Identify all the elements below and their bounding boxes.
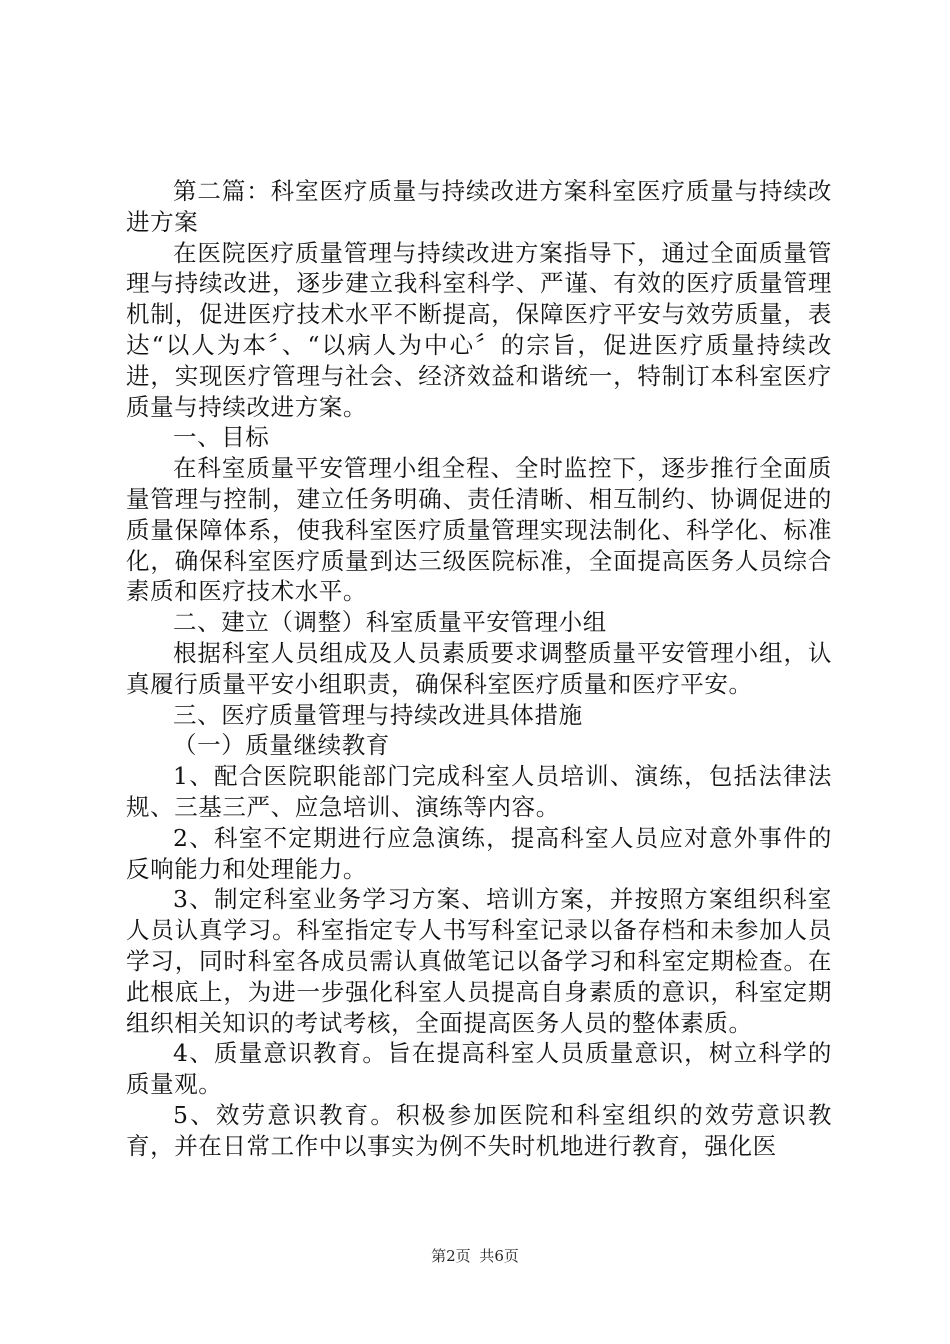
list-item: 4、质量意识教育。旨在提高科室人员质量意识，树立科学的质量观。 [126, 1039, 832, 1099]
page-total: 共6页 [479, 1247, 519, 1265]
paragraph-title: 第二篇：科室医疗质量与持续改进方案科室医疗质量与持续改进方案 [126, 177, 832, 236]
paragraph: 在医院医疗质量管理与持续改进方案指导下，通过全面质量管理与持续改进，逐步建立我科室科学、严谨、有效的医疗质量管理机制，促进医疗技术水平不断提高，保障医疗平安与效劳质量，表达“以人为本〞、“以病人为中心〞的宗旨，促进医疗质量持续改进，实现医疗管理与社会、经济效益和谐统一，特制订本科室医疗质量与持续改进方案。 [126, 238, 832, 421]
list-item: 3、制定科室业务学习方案、培训方案，并按照方案组织科室人员认真学习。科室指定专人书写科室记录以备存档和未参加人员学习，同时科室各成员需认真做笔记以备学习和科室定期检查。在此根底上，为进一步强化科室人员提高自身素质的意识，科室定期组织相关知识的考试考核，全面提高医务人员的整体素质。 [126, 885, 832, 1037]
paragraph: 在科室质量平安管理小组全程、全时监控下，逐步推行全面质量管理与控制，建立任务明确、责任清晰、相互制约、协调促进的质量保障体系，使我科室医疗质量管理实现法制化、科学化、标准化，确保科室医疗质量到达三级医院标准，全面提高医务人员综合素质和医疗技术水平。 [126, 454, 832, 606]
list-item: 2、科室不定期进行应急演练，提高科室人员应对意外事件的反响能力和处理能力。 [126, 823, 832, 883]
section-heading: 二、建立（调整）科室质量平安管理小组 [173, 608, 607, 637]
list-item: 5、效劳意识教育。积极参加医院和科室组织的效劳意识教育，并在日常工作中以事实为例不失时机地进行教育，强化医 [126, 1100, 832, 1160]
section-heading: 三、医疗质量管理与持续改进具体措施 [173, 700, 583, 729]
paragraph: 根据科室人员组成及人员素质要求调整质量平安管理小组，认真履行质量平安小组职责，确保科室医疗质量和医疗平安。 [126, 638, 832, 698]
page-footer [0, 1245, 950, 1266]
section-heading: 一、目标 [173, 423, 270, 452]
page-number: 第2页 [431, 1247, 471, 1265]
list-item: 1、配合医院职能部门完成科室人员培训、演练，包括法律法规、三基三严、应急培训、演练等内容。 [126, 762, 832, 821]
subsection-heading: （一）质量继续教育 [173, 731, 390, 760]
document-body [126, 176, 832, 1162]
